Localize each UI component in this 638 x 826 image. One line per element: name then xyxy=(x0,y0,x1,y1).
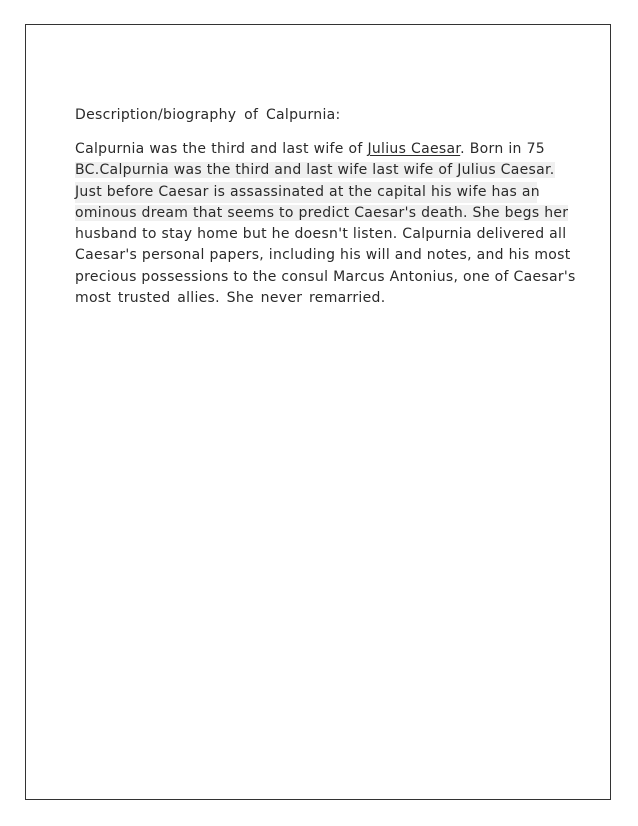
line-6-text: Caesar's personal papers, including his will and notes, and his most xyxy=(75,247,571,264)
line-1-prefix: Calpurnia was the third and last wife of xyxy=(75,141,368,157)
paragraph-line-7 xyxy=(75,267,576,288)
paragraph-line-1 xyxy=(75,139,545,160)
paragraph-line-2 xyxy=(75,160,555,181)
paragraph-line-4 xyxy=(75,203,569,224)
julius-caesar-link[interactable]: Julius Caesar xyxy=(367,141,461,157)
paragraph-line-5 xyxy=(75,224,567,245)
line-5-text: husband to stay home but he doesn't listen. Calpurnia delivered all xyxy=(75,226,567,243)
line-2-text: BC.Calpurnia was the third and last wife last wife of Julius Caesar. xyxy=(75,162,555,179)
line-1-suffix: . Born in 75 xyxy=(460,141,545,157)
paragraph-line-3 xyxy=(75,182,540,203)
line-3-text: Just before Caesar is assassinated at the capital his wife has an xyxy=(75,182,537,203)
line-8-text: most trusted allies. She never remarried. xyxy=(75,290,386,307)
section-heading: Description/biography of Calpurnia: xyxy=(75,107,341,123)
paragraph-line-8 xyxy=(75,288,545,309)
biography-paragraph xyxy=(75,139,576,309)
line-4-text: ominous dream that seems to predict Caesar's death. She begs her xyxy=(75,204,569,221)
line-7-text: precious possessions to the consul Marcus Antonius, one of Caesar's xyxy=(75,268,576,285)
paragraph-line-6 xyxy=(75,245,571,266)
